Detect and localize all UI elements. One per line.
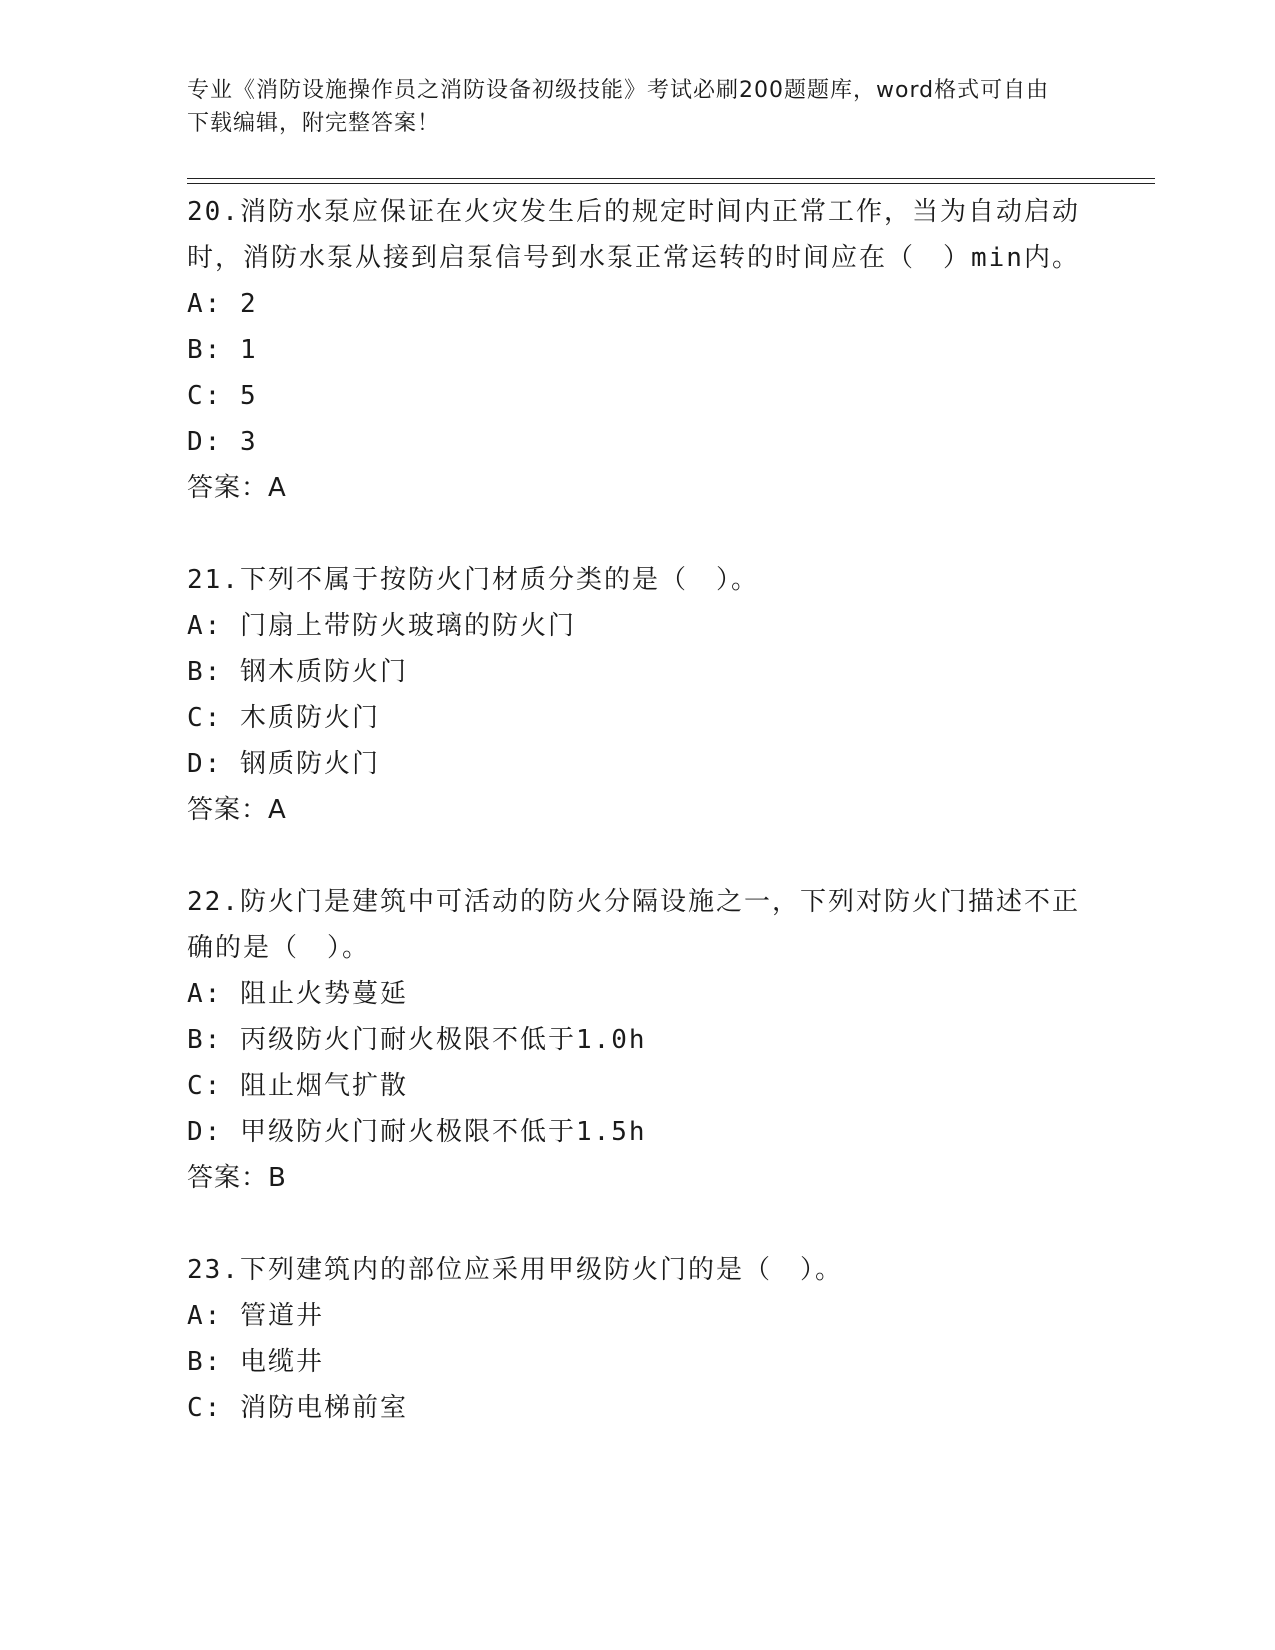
- option-b: B: 电缆井: [187, 1347, 324, 1377]
- document-header: 专业《消防设施操作员之消防设备初级技能》考试必刷200题题库，word格式可自由下载编辑，附完整答案！: [187, 78, 1050, 136]
- option-a: A: 阻止火势蔓延: [187, 979, 408, 1009]
- option-c: C: 木质防火门: [187, 703, 380, 733]
- question-23: [187, 1247, 1087, 1431]
- question-stem: 20.消防水泵应保证在火灾发生后的规定时间内正常工作，当为自动启动时，消防水泵从接到启泵信号到水泵正常运转的时间应在（ ）min内。: [187, 197, 1080, 273]
- option-d: D: 甲级防火门耐火极限不低于1.5h: [187, 1117, 647, 1147]
- question-20: [187, 189, 1087, 511]
- answer-label: 答案：A: [187, 795, 287, 825]
- answer-label: 答案：A: [187, 473, 287, 503]
- header-divider-top: [187, 178, 1155, 179]
- option-a: A: 管道井: [187, 1301, 324, 1331]
- answer-label: 答案：B: [187, 1163, 287, 1193]
- option-a: A: 2: [187, 289, 258, 319]
- option-c: C: 5: [187, 381, 258, 411]
- header-divider-bottom: [187, 183, 1155, 184]
- question-22: [187, 879, 1087, 1201]
- question-stem: 23.下列建筑内的部位应采用甲级防火门的是（ ）。: [187, 1255, 843, 1285]
- question-21: [187, 557, 1087, 833]
- option-b: B: 1: [187, 335, 258, 365]
- option-c: C: 阻止烟气扩散: [187, 1071, 408, 1101]
- option-d: D: 钢质防火门: [187, 749, 380, 779]
- question-stem: 21.下列不属于按防火门材质分类的是（ ）。: [187, 565, 759, 595]
- question-stem: 22.防火门是建筑中可活动的防火分隔设施之一，下列对防火门描述不正确的是（ ）。: [187, 887, 1080, 963]
- option-a: A: 门扇上带防火玻璃的防火门: [187, 611, 576, 641]
- option-d: D: 3: [187, 427, 258, 457]
- question-list: [187, 189, 1087, 1477]
- option-b: B: 钢木质防火门: [187, 657, 408, 687]
- option-b: B: 丙级防火门耐火极限不低于1.0h: [187, 1025, 647, 1055]
- option-c: C: 消防电梯前室: [187, 1393, 408, 1423]
